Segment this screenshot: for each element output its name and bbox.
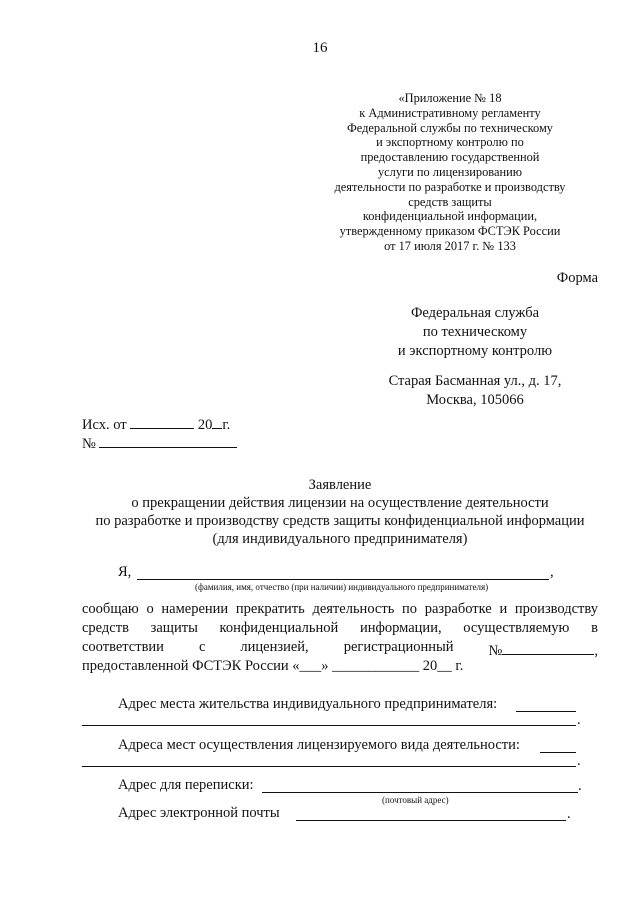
word: и — [499, 601, 508, 617]
word: соответствии — [82, 639, 164, 655]
title-line: по разработке и производству средств защиты конфиденциальной информации — [95, 513, 585, 529]
activity-address-label: Адреса мест осуществления лицензируемого вида деятельности: — [118, 737, 520, 753]
addressee-org-line: Федеральная служба — [410, 305, 540, 321]
page-number: 16 — [312, 40, 328, 56]
mailing-address-label: Адрес для переписки: — [118, 777, 254, 793]
addressee-org-line: по техническому — [422, 324, 528, 340]
title-heading: Заявление — [308, 477, 372, 493]
mailing-end-dot: . — [578, 778, 582, 794]
applicant-name-hint: (фамилия, имя, отчество (при наличии) индивидуального предпринимателя) — [195, 582, 489, 592]
title-line: (для индивидуального предпринимателя) — [212, 531, 468, 547]
license-number-group — [489, 639, 598, 660]
number-sign: № — [488, 643, 503, 659]
activity-address-field-line-2[interactable] — [82, 766, 576, 767]
word: информации, — [359, 620, 442, 636]
email-label: Адрес электронной почты — [118, 805, 280, 821]
outgoing-number-field[interactable] — [99, 432, 237, 448]
addressee-block — [360, 304, 590, 410]
statement-line-3 — [82, 639, 598, 660]
word: о — [146, 601, 154, 617]
word: лицензией, — [240, 639, 309, 655]
word: конфиденциальной — [219, 620, 339, 636]
appendix-line: и экспортному контролю по — [376, 135, 524, 150]
word: регистрационный — [343, 639, 454, 655]
outgoing-from-label: Исх. от — [82, 417, 127, 433]
word: по — [402, 601, 418, 617]
activity-end-dot: . — [577, 753, 581, 769]
addressee-address-line: Старая Басманная ул., д. 17, — [388, 373, 562, 389]
appendix-line: «Приложение № 18 — [398, 91, 502, 105]
appendix-line: средств защиты — [408, 194, 492, 209]
word: защиты — [150, 620, 198, 636]
document-title — [0, 476, 640, 548]
applicant-suffix: , — [550, 564, 554, 580]
addressee-address-line: Москва, 105066 — [426, 392, 524, 408]
outgoing-date-field[interactable] — [130, 413, 194, 429]
residence-address-field-line-2[interactable] — [82, 725, 576, 726]
word: разработке — [424, 601, 492, 617]
applicant-prefix: Я, — [118, 564, 132, 580]
addressee-org-line: и экспортному контролю — [397, 343, 553, 359]
appendix-line: от 17 июля 2017 г. № 133 — [384, 238, 516, 253]
appendix-line: конфиденциальной информации, — [362, 209, 538, 224]
word: в — [591, 620, 598, 636]
word: прекратить — [235, 601, 305, 617]
mailing-address-field[interactable] — [262, 792, 578, 793]
word: деятельность — [312, 601, 395, 617]
appendix-reference — [300, 91, 600, 254]
mailing-address-hint: (почтовый адрес) — [382, 795, 449, 805]
appendix-line: утвержденному приказом ФСТЭК России — [339, 224, 561, 239]
email-end-dot: . — [567, 806, 571, 822]
word: сообщаю — [82, 601, 139, 617]
outgoing-year-suffix: г. — [222, 417, 231, 433]
title-line: о прекращении действия лицензии на осуществление деятельности — [131, 495, 549, 511]
word: с — [198, 639, 206, 655]
outgoing-year-field[interactable] — [212, 413, 222, 429]
license-number-field[interactable] — [502, 639, 594, 655]
activity-address-field[interactable] — [540, 752, 576, 753]
word: намерении — [161, 601, 229, 617]
appendix-line: предоставлению государственной — [360, 150, 540, 165]
statement-line-2 — [82, 620, 598, 637]
outgoing-year-prefix: 20 — [197, 417, 213, 433]
word: производству — [514, 601, 598, 617]
appendix-line: деятельности по разработке и производству — [334, 179, 566, 194]
residence-address-field[interactable] — [516, 711, 576, 712]
appendix-line: Федеральной службы по техническому — [346, 120, 554, 135]
comma: , — [594, 643, 598, 659]
statement-line-4: предоставленной ФСТЭК России «___» ____________ 20__ г. — [82, 658, 464, 674]
outgoing-date-line — [82, 413, 230, 434]
word: средств — [82, 620, 129, 636]
email-field[interactable] — [296, 820, 566, 821]
applicant-name-field[interactable] — [137, 579, 549, 580]
residence-address-label: Адрес места жительства индивидуального предпринимателя: — [118, 696, 498, 712]
word: осуществляемую — [463, 620, 570, 636]
outgoing-number-label: № — [82, 436, 96, 452]
residence-end-dot: . — [577, 712, 581, 728]
appendix-line: услуги по лицензированию — [377, 164, 522, 179]
statement-line-1 — [82, 601, 598, 618]
form-label: Форма — [556, 270, 598, 286]
appendix-line: к Административному регламенту — [359, 105, 541, 120]
outgoing-number-line — [82, 432, 237, 453]
